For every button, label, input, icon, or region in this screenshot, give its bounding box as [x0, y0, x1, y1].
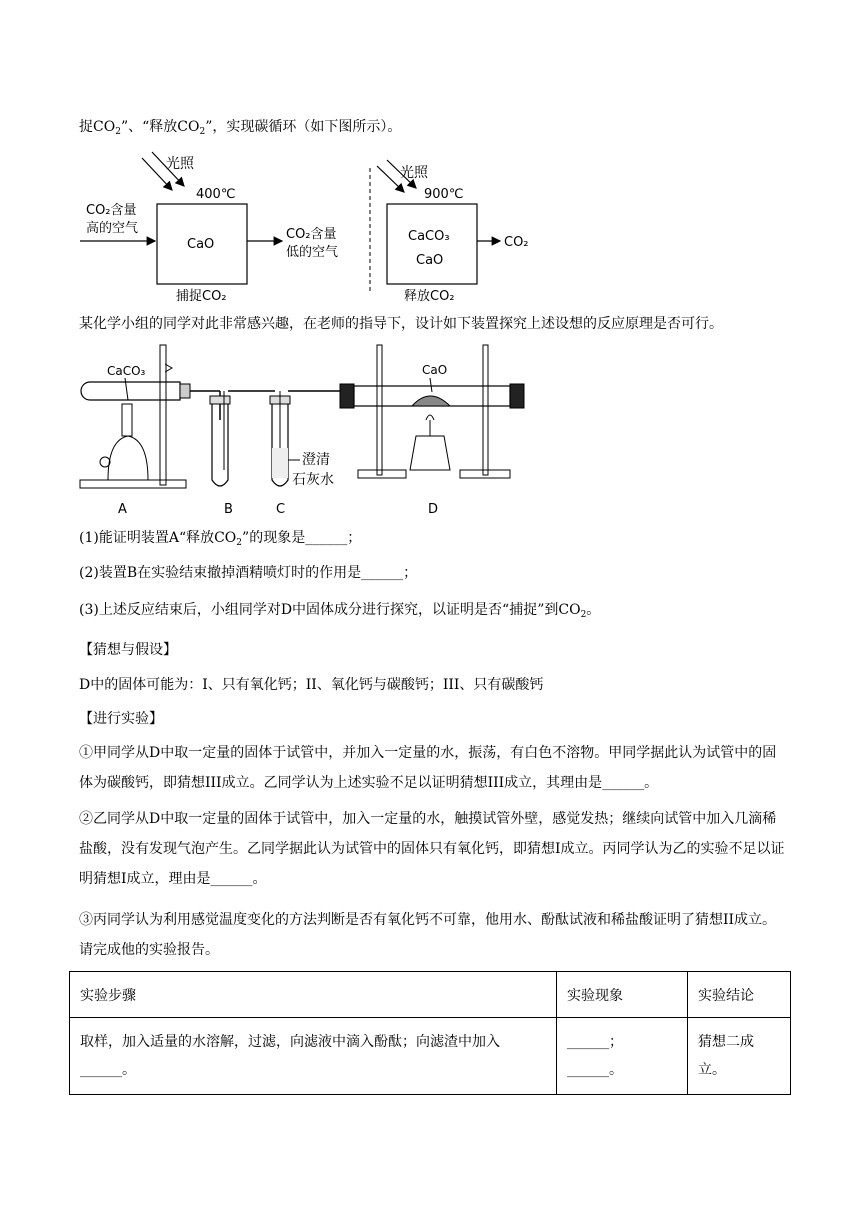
- hypothesis-text: D中的固体可能为：I、只有氧化钙；II、氧化钙与碳酸钙；III、只有碳酸钙: [79, 677, 544, 693]
- header-phenomenon: 实验现象: [557, 972, 688, 1018]
- release-box: [387, 204, 477, 284]
- carbon-cycle-diagram: [0, 0, 860, 320]
- release-diagram: [377, 160, 529, 304]
- apparatus-a: [80, 345, 220, 488]
- cell-phenomenon: ______；______。: [557, 1018, 688, 1095]
- caco3-label: CaCO₃: [107, 364, 146, 378]
- capture-input-top: CO₂含量: [86, 203, 137, 218]
- cell-conclusion: 猜想二成立。: [688, 1018, 791, 1095]
- question-1: (1)能证明装置A“释放$CO_2$”的现象是______；: [79, 530, 362, 548]
- cao-label: CaO: [422, 363, 448, 377]
- label-b: B: [224, 502, 233, 517]
- capture-temp: 400℃: [196, 187, 236, 202]
- capture-input-bottom: 高的空气: [86, 221, 139, 236]
- label-a: A: [118, 502, 127, 517]
- table-header-row: [70, 972, 791, 1018]
- question-3: (3)上述反应结束后，小组同学对D中固体成分进行探究，以证明是否“捕捉”到$CO_2$。: [79, 602, 601, 620]
- release-output: CO₂: [504, 235, 529, 250]
- capture-caption: 捕捉CO₂: [176, 289, 227, 304]
- capture-output-bottom: 低的空气: [286, 245, 339, 260]
- label-d: D: [428, 502, 439, 517]
- limewater-label-2: 石灰水: [292, 472, 334, 488]
- release-box-bottom: CaO: [416, 253, 444, 268]
- experiment-paragraph-2: ②乙同学从D中取一定量的固体于试管中，加入一定量的水，触摸试管外壁，感觉发热；继续向试管中加入几滴稀盐酸，没有发现气泡产生。乙同学据此认为试管中的固体只有氧化钙，即猜想I成立。丙同学认为乙的实验不足以证明猜想I成立，理由是______。: [79, 811, 785, 887]
- light-label-2: 光照: [400, 165, 428, 181]
- release-caption: 释放CO₂: [404, 289, 455, 304]
- capture-output-top: CO₂含量: [286, 227, 337, 242]
- intro-line: 捉$CO_2$”、“释放$CO_2$”，实现碳循环（如下图所示）。: [79, 119, 402, 137]
- capture-box-label: CaO: [187, 237, 215, 252]
- release-box-top: CaCO₃: [408, 229, 450, 244]
- question-2: (2)装置B在实验结束撤掉酒精喷灯时的作用是______；: [79, 565, 418, 581]
- release-temp: 900℃: [424, 187, 464, 202]
- light-label: 光照: [166, 156, 194, 172]
- table-row: [70, 1018, 791, 1095]
- apparatus-c: [270, 391, 340, 488]
- description-line: 某化学小组的同学对此非常感兴趣，在老师的指导下，设计如下装置探究上述设想的反应原理是否可行。: [79, 316, 723, 332]
- experiment-heading: 【进行实验】: [79, 711, 163, 727]
- capture-diagram: [80, 152, 338, 304]
- cell-steps: 取样，加入适量的水溶解，过滤，向滤液中滴入酚酞；向滤渣中加入______。: [70, 1018, 557, 1095]
- apparatus-diagram: [0, 340, 860, 525]
- header-conclusion: 实验结论: [688, 972, 791, 1018]
- experiment-paragraph-1: ①甲同学从D中取一定量的固体于试管中，并加入一定量的水，振荡，有白色不溶物。甲同学据此认为试管中的固体为碳酸钙，即猜想III成立。乙同学认为上述实验不足以证明猜想III成立，其理由是______。: [79, 745, 777, 791]
- experiment-report-table: [69, 971, 791, 1095]
- label-c: C: [276, 502, 286, 517]
- header-steps: 实验步骤: [70, 972, 557, 1018]
- apparatus-b: [210, 391, 230, 486]
- limewater-label-1: 澄清: [302, 452, 330, 468]
- hypothesis-heading: 【猜想与假设】: [79, 642, 177, 658]
- experiment-paragraph-3: ③丙同学认为利用感觉温度变化的方法判断是否有氧化钙不可靠，他用水、酚酞试液和稀盐酸证明了猜想II成立。请完成他的实验报告。: [79, 912, 777, 958]
- apparatus-d: [340, 345, 524, 478]
